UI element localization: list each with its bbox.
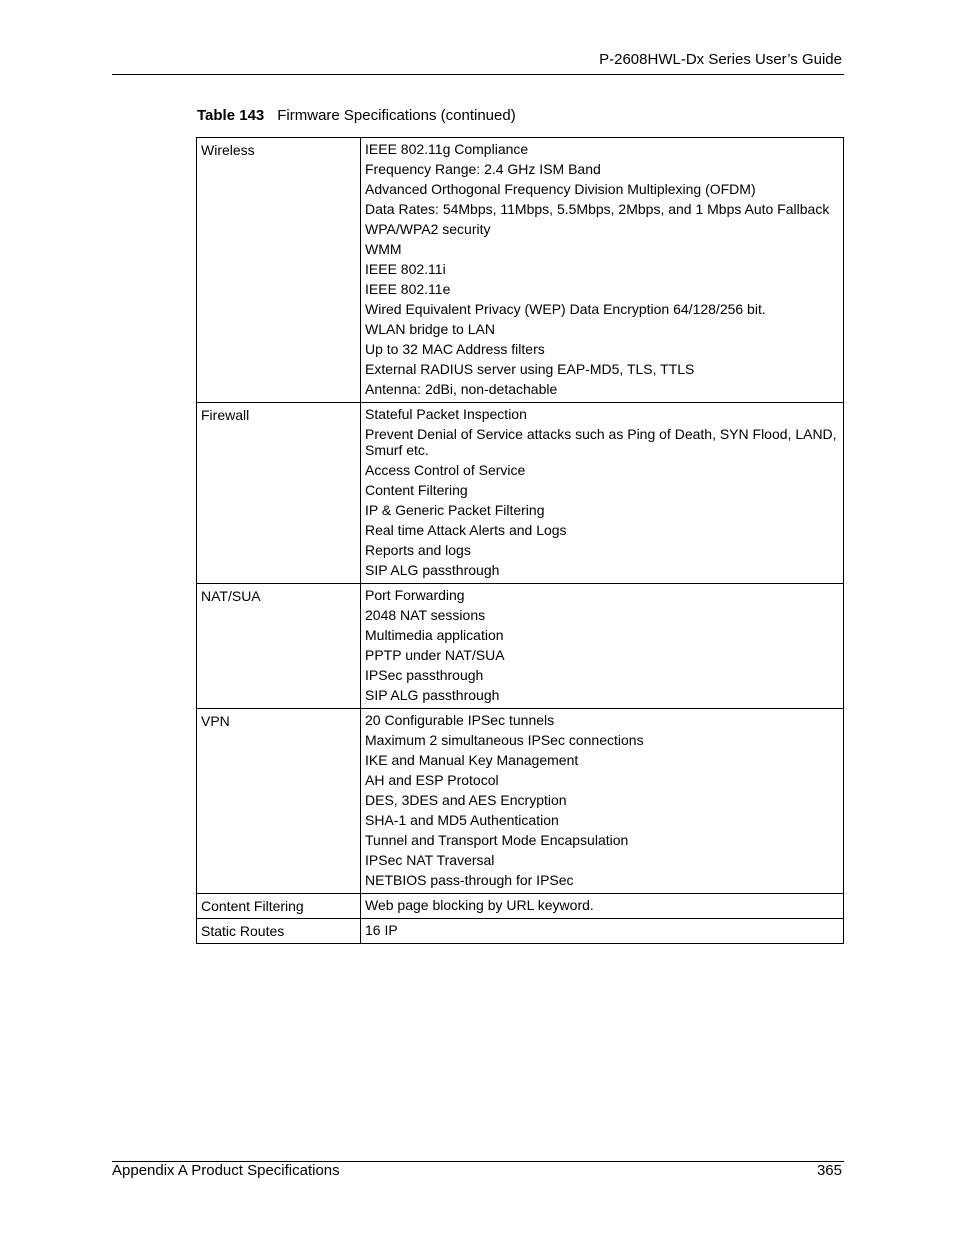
- feature-item: NETBIOS pass-through for IPSec: [365, 872, 574, 888]
- feature-item: SHA-1 and MD5 Authentication: [365, 812, 559, 828]
- features-cell: [361, 894, 844, 919]
- category-cell: NAT/SUA: [197, 584, 361, 709]
- feature-item: Data Rates: 54Mbps, 11Mbps, 5.5Mbps, 2Mbps, and 1 Mbps Auto Fallback: [365, 201, 830, 217]
- feature-item: Access Control of Service: [365, 462, 526, 478]
- feature-item: Wired Equivalent Privacy (WEP) Data Encryption 64/128/256 bit.: [365, 301, 766, 317]
- feature-item: IEEE 802.11e: [365, 281, 451, 297]
- feature-item: WPA/WPA2 security: [365, 221, 491, 237]
- table-row: [197, 894, 844, 919]
- table-row: [197, 403, 844, 584]
- feature-item: Frequency Range: 2.4 GHz ISM Band: [365, 161, 601, 177]
- feature-item: SIP ALG passthrough: [365, 687, 500, 703]
- feature-item: Multimedia application: [365, 627, 504, 643]
- feature-item: Stateful Packet Inspection: [365, 406, 527, 422]
- category-cell: Wireless: [197, 138, 361, 403]
- feature-item: 20 Configurable IPSec tunnels: [365, 712, 555, 728]
- feature-item: Advanced Orthogonal Frequency Division Multiplexing (OFDM): [365, 181, 756, 197]
- feature-item: IKE and Manual Key Management: [365, 752, 579, 768]
- feature-item: Web page blocking by URL keyword.: [365, 897, 594, 913]
- category-cell: Content Filtering: [197, 894, 361, 919]
- feature-item: IP & Generic Packet Filtering: [365, 502, 545, 518]
- firmware-spec-table: [196, 137, 844, 944]
- footer-section-title: Appendix A Product Specifications: [112, 1162, 340, 1179]
- feature-item: Real time Attack Alerts and Logs: [365, 522, 567, 538]
- features-cell: [361, 584, 844, 709]
- feature-item: Antenna: 2dBi, non-detachable: [365, 381, 558, 397]
- feature-item: WMM: [365, 241, 402, 257]
- category-cell: Static Routes: [197, 919, 361, 944]
- feature-item: Reports and logs: [365, 542, 471, 558]
- feature-item: IPSec NAT Traversal: [365, 852, 495, 868]
- table-row: [197, 138, 844, 403]
- table-caption-text: Firmware Specifications (continued): [277, 107, 516, 124]
- features-cell: [361, 138, 844, 403]
- table-caption-number: Table 143: [197, 107, 265, 124]
- running-header-title: P-2608HWL-Dx Series User’s Guide: [599, 51, 842, 68]
- feature-item: Prevent Denial of Service attacks such as Ping of Death, SYN Flood, LAND, Smurf etc.: [365, 426, 837, 458]
- feature-item: Content Filtering: [365, 482, 468, 498]
- feature-item: 2048 NAT sessions: [365, 607, 486, 623]
- feature-item: Port Forwarding: [365, 587, 465, 603]
- feature-item: IPSec passthrough: [365, 667, 484, 683]
- category-cell: Firewall: [197, 403, 361, 584]
- feature-item: IEEE 802.11g Compliance: [365, 141, 529, 157]
- feature-item: Maximum 2 simultaneous IPSec connections: [365, 732, 644, 748]
- features-cell: [361, 709, 844, 894]
- feature-item: WLAN bridge to LAN: [365, 321, 495, 337]
- feature-item: DES, 3DES and AES Encryption: [365, 792, 567, 808]
- feature-item: IEEE 802.11i: [365, 261, 446, 277]
- feature-item: AH and ESP Protocol: [365, 772, 499, 788]
- table-caption: [197, 107, 516, 125]
- features-cell: [361, 403, 844, 584]
- feature-item: PPTP under NAT/SUA: [365, 647, 505, 663]
- header-rule: [112, 74, 844, 75]
- category-cell: VPN: [197, 709, 361, 894]
- table-row: [197, 709, 844, 894]
- feature-item: Up to 32 MAC Address filters: [365, 341, 545, 357]
- feature-item: SIP ALG passthrough: [365, 562, 500, 578]
- firmware-spec-table-body: [197, 138, 844, 944]
- feature-item: 16 IP: [365, 922, 398, 938]
- feature-item: Tunnel and Transport Mode Encapsulation: [365, 832, 629, 848]
- feature-item: External RADIUS server using EAP-MD5, TLS, TTLS: [365, 361, 695, 377]
- features-cell: [361, 919, 844, 944]
- table-row: [197, 919, 844, 944]
- footer-page-number: 365: [816, 1162, 842, 1179]
- table-row: [197, 584, 844, 709]
